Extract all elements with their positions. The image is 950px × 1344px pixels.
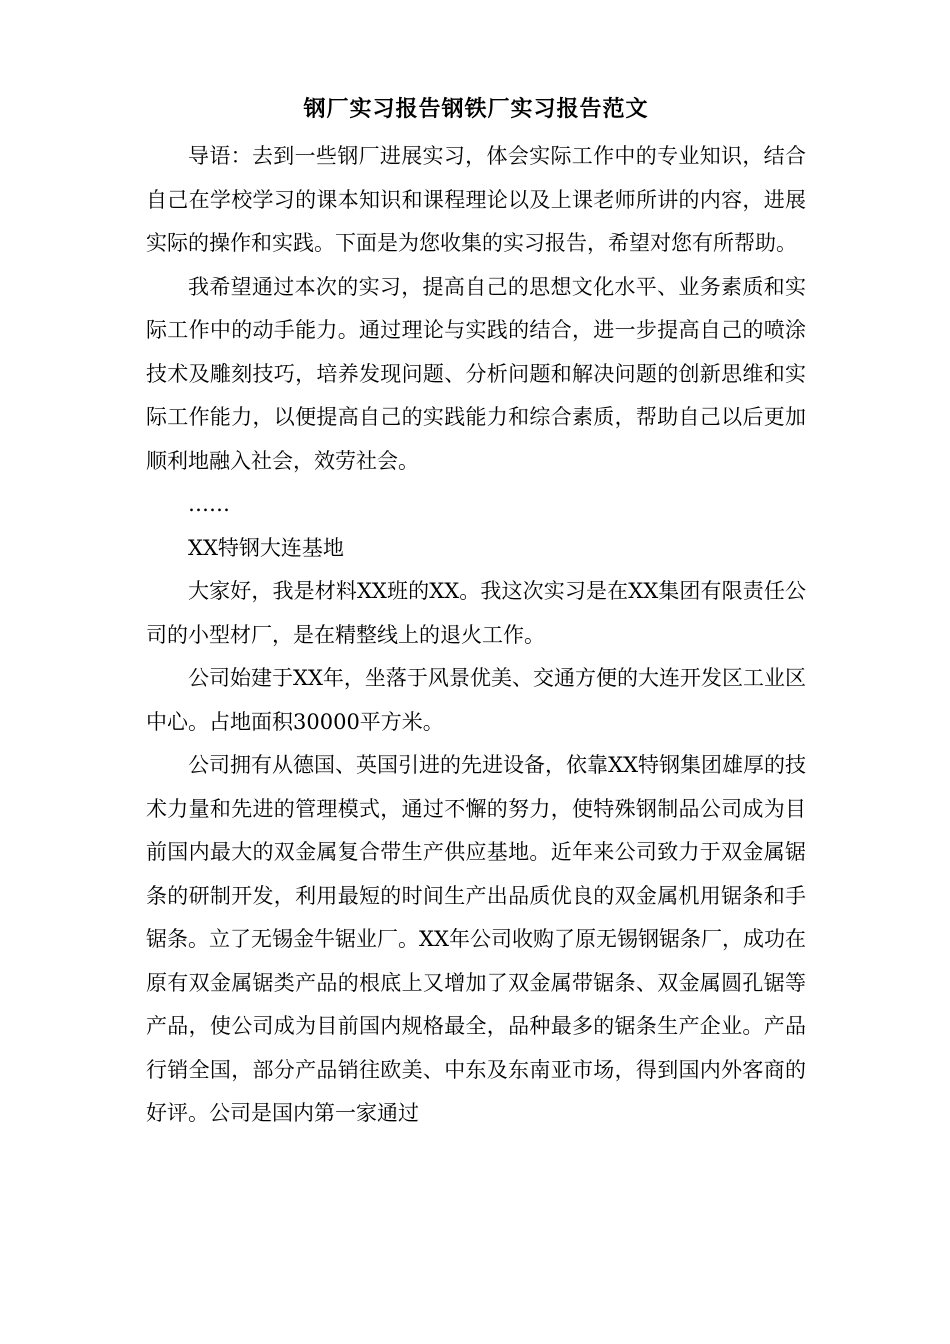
paragraph-company-founding: 公司始建于XX年，坐落于风景优美、交通方便的大连开发区工业区中心。占地面积30000平方米。 [146,666,806,734]
paragraph-self-intro: 大家好，我是材料XX班的XX。我这次实习是在XX集团有限责任公司的小型材厂，是在精整线上的退火工作。 [146,579,806,647]
document-title: 钢厂实习报告钢铁厂实习报告范文 [303,96,649,122]
document-page [146,92,806,1136]
paragraph-intro: 导语：去到一些钢厂进展实习，体会实际工作中的专业知识，结合自己在学校学习的课本知识和课程理论以及上课老师所讲的内容，进展实际的操作和实践。下面是为您收集的实习报告，希望对您有所帮助。 [146,144,806,255]
paragraph-company-details: 公司拥有从德国、英国引进的先进设备，依靠XX特钢集团雄厚的技术力量和先进的管理模式，通过不懈的努力，使特殊钢制品公司成为目前国内最大的双金属复合带生产供应基地。近年来公司致力于双金属锯条的研制开发，利用最短的时间生产出品质优良的双金属机用锯条和手锯条。立了无锡金牛锯业厂。XX年公司收购了原无锡钢锯条厂，成功在原有双金属锯类产品的根底上又增加了双金属带锯条、双金属圆孔锯等产品，使公司成为目前国内规格最全，品种最多的锯条生产企业。产品行销全国，部分产品销往欧美、中东及东南亚市场，得到国内外客商的好评。公司是国内第一家通过 [146,753,806,1125]
paragraph-goals: 我希望通过本次的实习，提高自己的思想文化水平、业务素质和实际工作中的动手能力。通过理论与实践的结合，进一步提高自己的喷涂技术及雕刻技巧，培养发现问题、分析问题和解决问题的创新思维和实际工作能力，以便提高自己的实践能力和综合素质，帮助自己以后更加顺利地融入社会，效劳社会。 [146,274,806,473]
paragraph-location: XX特钢大连基地 [188,535,344,560]
paragraph-ellipsis: …… [188,492,230,516]
